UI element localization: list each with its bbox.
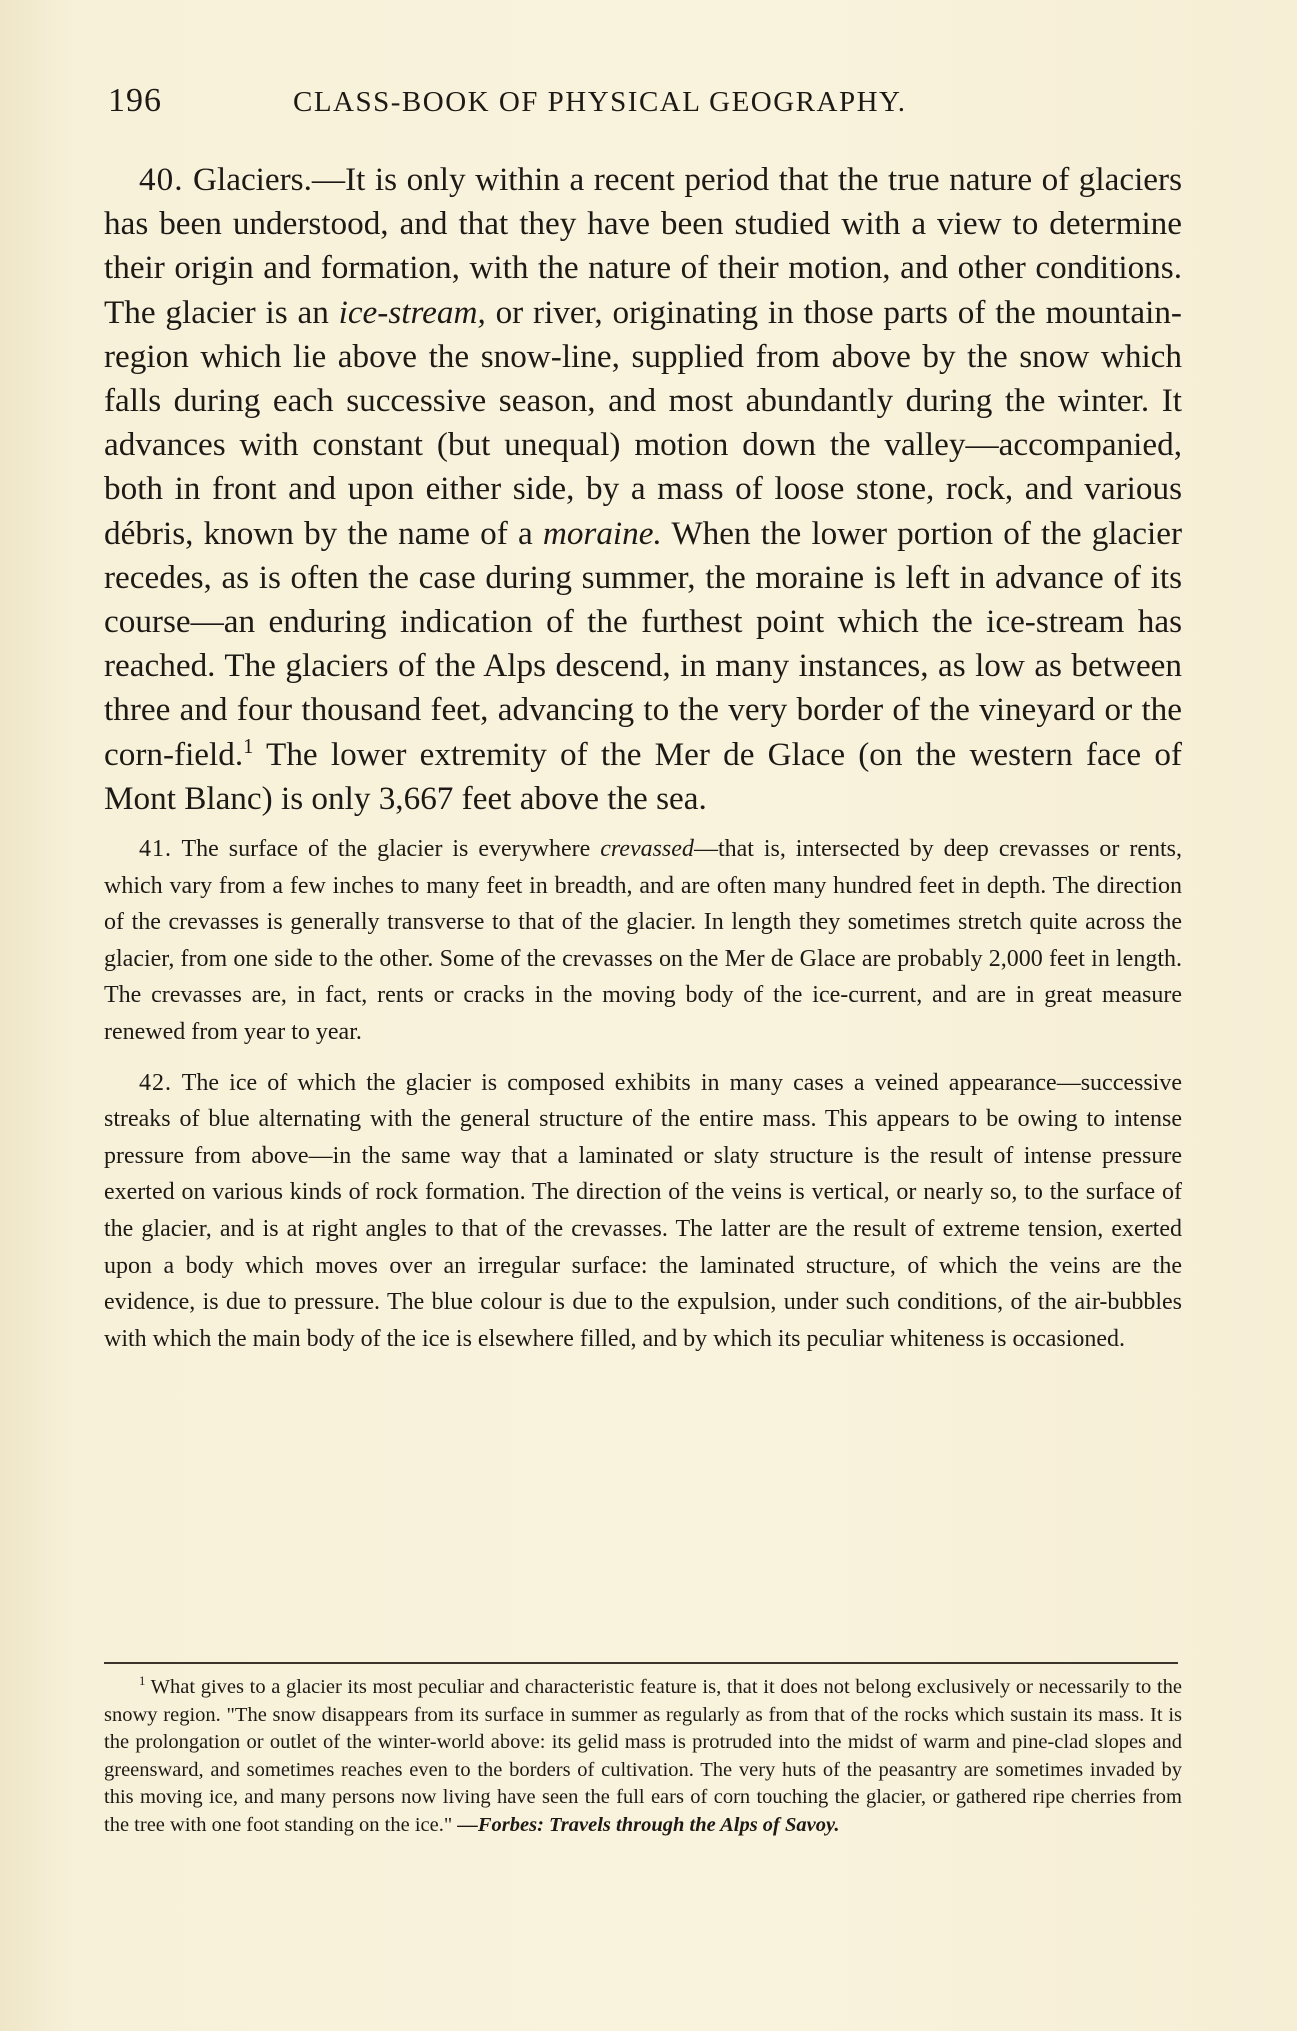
paragraph-number: 41. bbox=[139, 836, 172, 863]
paragraph-41 bbox=[104, 831, 1182, 1051]
emphasis-term: moraine. bbox=[542, 514, 662, 552]
page-body bbox=[104, 158, 1182, 1357]
paragraph-42 bbox=[104, 1065, 1182, 1358]
page-header bbox=[108, 82, 1198, 126]
paragraph-text: It is only within a recent period that the true nature of glaciers has been understood, and that they have been studied with a view to determine their origin and formation, with the nature of their motion, and other conditions. The glacier is an bbox=[104, 161, 1183, 331]
emphasis-term: ice-stream, bbox=[338, 293, 486, 331]
emphasis-term: crevassed bbox=[600, 836, 694, 863]
footnote bbox=[104, 1674, 1182, 1840]
paragraph-text: —that is, intersected by deep crevasses or rents, which vary from a few inches to many feet in breadth, and are often many hundred feet in depth. The direction of the crevasses is generally transverse to that of the glacier. In length they sometimes stretch quite across the glacier, from one side to the other. Some of the crevasses on the Mer de Glace are probably 2,000 feet in length. The crevasses are, in fact, rents or cracks in the moving body of the ice-current, and are in great measure renewed from year to year. bbox=[104, 836, 1182, 1046]
page-number: 196 bbox=[108, 82, 162, 119]
section-heading: Glaciers. bbox=[193, 161, 312, 198]
running-head: CLASS-BOOK OF PHYSICAL GEOGRAPHY. bbox=[293, 86, 907, 118]
heading-dash: — bbox=[311, 161, 346, 198]
paragraph-text: When the lower portion of the glacier recedes, as is often the case during summer, the moraine is left in advance of its course—an enduring indication of the furthest point which the ice-stream has reached. The glaciers of the Alps descend, in many instances, as low as between three and four thousand feet, advancing to the very border of the vineyard or the corn-field. bbox=[104, 514, 1182, 773]
paragraph-text: The surface of the glacier is everywhere bbox=[172, 836, 601, 863]
paragraph-number: 42. bbox=[139, 1069, 172, 1096]
paragraph-text: The lower extremity of the Mer de Glace (on the western face of Mont Blanc) is only 3,667 feet above the sea. bbox=[104, 735, 1182, 817]
footnote-source: —Forbes: Travels through the Alps of Savoy. bbox=[457, 1813, 840, 1836]
paragraph-number: 40. bbox=[139, 161, 184, 198]
footnote-marker: 1 bbox=[139, 1674, 146, 1689]
paragraph-text: The ice of which the glacier is composed exhibits in many cases a veined appearance—successive streaks of blue alternating with the general structure of the entire mass. This appears to be owing to intense pressure from above—in the same way that a laminated or slaty structure is the result of intense pressure exerted on various kinds of rock formation. The direction of the veins is vertical, or nearly so, to the surface of the glacier, and is at right angles to that of the crevasses. The latter are the result of extreme tension, exerted upon a body which moves over an irregular surface: the laminated structure, of which the veins are the evidence, is due to pressure. The blue colour is due to the expulsion, under such conditions, of the air-bubbles with which the main body of the ice is elsewhere filled, and by which its peculiar whiteness is occasioned. bbox=[104, 1069, 1182, 1352]
paragraph-text: or river, originating in those parts of the mountain-region which lie above the snow-line, supplied from above by the snow which falls during each successive season, and most abundantly during the winter. It advances with constant (but unequal) motion down the valley—accompanied, both in front and upon either side, by a mass of loose stone, rock, and various débris, known by the name of a bbox=[104, 293, 1182, 552]
footnote-reference[interactable]: 1 bbox=[243, 735, 254, 758]
footnote-text: What gives to a glacier its most peculiar and characteristic feature is, that it does not belong exclusively or necessarily to the snowy region. "The snow disappears from its surface in summer as regularly as from that of the rocks which sustain its mass. It is the prolongation or outlet of the winter-world above: its gelid mass is protruded into the midst of warm and pine-clad slopes and greensward, and sometimes reaches even to the borders of cultivation. The very huts of the peasantry are sometimes invaded by this moving ice, and many persons now living have seen the full ears of corn touching the glacier, or gathered ripe cherries from the tree with one foot standing on the ice." bbox=[104, 1676, 1182, 1836]
footnote-divider bbox=[104, 1662, 1178, 1664]
paragraph-40 bbox=[104, 158, 1182, 821]
